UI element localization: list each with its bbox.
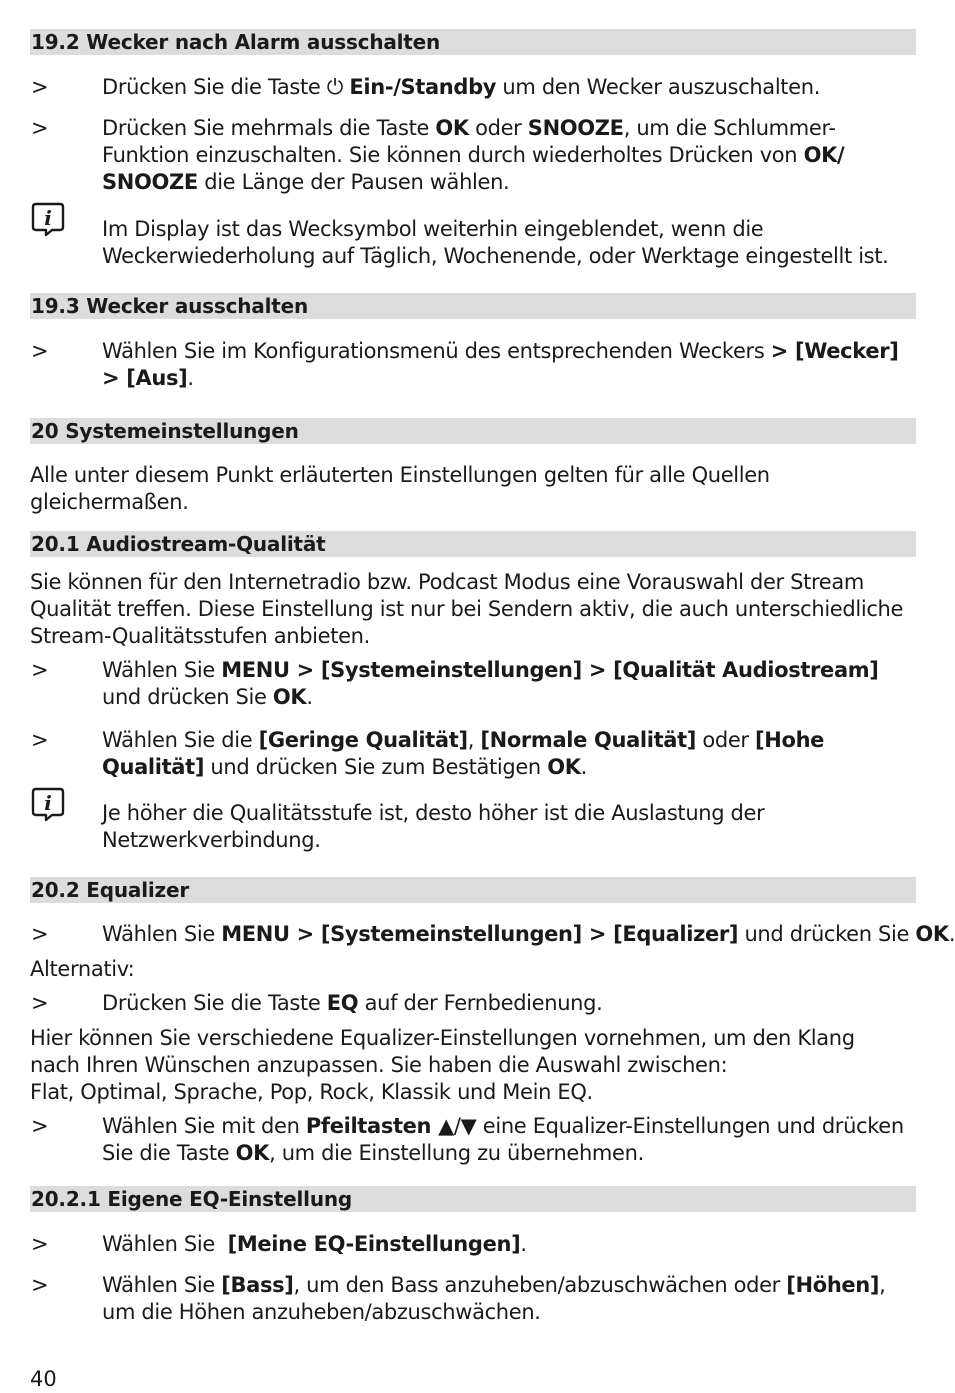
list-item: Wählen Sie die [Geringe Qualität], [Normale Qualität] oder [Hohe Qualität] und drücken Sie zum Bestätigen OK. bbox=[102, 728, 825, 779]
list-item: Wählen Sie mit den Pfeiltasten ▲/▼ eine Equalizer-Einstellungen und drücken Sie die Taste OK, um die Einstellung zu übernehmen. bbox=[102, 1114, 904, 1165]
section-heading-20-1: 20.1 Audiostream-Qualität bbox=[30, 531, 916, 557]
bullet-marker: > bbox=[31, 75, 49, 99]
bullet-marker: > bbox=[31, 1114, 49, 1138]
list-item: Wählen Sie MENU > [Systemeinstellungen] > [Qualität Audiostream] und drücken Sie OK. bbox=[102, 658, 879, 709]
list-item: Drücken Sie mehrmals die Taste OK oder SNOOZE, um die Schlummer-Funktion einzuschalten. Sie können durch wiederholtes Drücken von OK/ SNOOZE die Länge der Pausen wählen. bbox=[102, 116, 845, 194]
paragraph: Alle unter diesem Punkt erläuterten Einstellungen gelten für alle Quellen gleichermaßen. bbox=[30, 463, 770, 514]
paragraph-line: nach Ihren Wünschen anzupassen. Sie haben die Auswahl zwischen: bbox=[30, 1053, 728, 1077]
list-item: Wählen Sie im Konfigurationsmenü des entsprechenden Weckers > [Wecker] > [Aus]. bbox=[102, 339, 899, 390]
svg-text:i: i bbox=[44, 791, 52, 815]
info-note: Je höher die Qualitätsstufe ist, desto höher ist die Auslastung der Netzwerkverbindung. bbox=[102, 801, 765, 852]
paragraph-line: Hier können Sie verschiedene Equalizer-Einstellungen vornehmen, um den Klang bbox=[30, 1026, 855, 1050]
info-note: Im Display ist das Wecksymbol weiterhin eingeblendet, wenn die Weckerwiederholung auf Täglich, Wochenende, oder Werktage eingestellt ist. bbox=[102, 217, 889, 268]
bullet-marker: > bbox=[31, 116, 49, 140]
bullet-marker: > bbox=[31, 1273, 49, 1297]
section-heading-19-2: 19.2 Wecker nach Alarm ausschalten bbox=[30, 29, 916, 55]
paragraph-line: Flat, Optimal, Sprache, Pop, Rock, Klassik und Mein EQ. bbox=[30, 1080, 593, 1104]
section-heading-20-2-1: 20.2.1 Eigene EQ-Einstellung bbox=[30, 1186, 916, 1212]
bullet-marker: > bbox=[31, 1232, 49, 1256]
paragraph: Sie können für den Internetradio bzw. Podcast Modus eine Vorauswahl der Stream Qualität treffen. Diese Einstellung ist nur bei Sendern aktiv, die auch unterschiedliche Stream-Qualitätsstufen anbieten. bbox=[30, 570, 904, 648]
bullet-marker: > bbox=[31, 728, 49, 752]
info-icon bbox=[30, 786, 66, 822]
list-item: Drücken Sie die Taste ⏻ Ein-/Standby um den Wecker auszuschalten. bbox=[102, 75, 821, 99]
list-item: Wählen Sie [Bass], um den Bass anzuheben/abzuschwächen oder [Höhen], um die Höhen anzuheben/abzuschwächen. bbox=[102, 1273, 886, 1324]
svg-text:i: i bbox=[44, 206, 52, 230]
info-icon bbox=[30, 201, 66, 237]
list-item: Wählen Sie [Meine EQ-Einstellungen]. bbox=[102, 1232, 527, 1256]
bullet-marker: > bbox=[31, 339, 49, 363]
bullet-marker: > bbox=[31, 658, 49, 682]
page-number: 40 bbox=[30, 1367, 57, 1391]
bullet-marker: > bbox=[31, 991, 49, 1015]
section-heading-20: 20 Systemeinstellungen bbox=[30, 418, 916, 444]
list-item: Drücken Sie die Taste EQ auf der Fernbedienung. bbox=[102, 991, 603, 1015]
list-item: Wählen Sie MENU > [Systemeinstellungen] > [Equalizer] und drücken Sie OK. bbox=[102, 922, 955, 946]
section-heading-20-2: 20.2 Equalizer bbox=[30, 877, 916, 903]
bullet-marker: > bbox=[31, 922, 49, 946]
alternative-label: Alternativ: bbox=[30, 957, 135, 981]
power-icon: ⏻ bbox=[326, 75, 344, 99]
section-heading-19-3: 19.3 Wecker ausschalten bbox=[30, 293, 916, 319]
